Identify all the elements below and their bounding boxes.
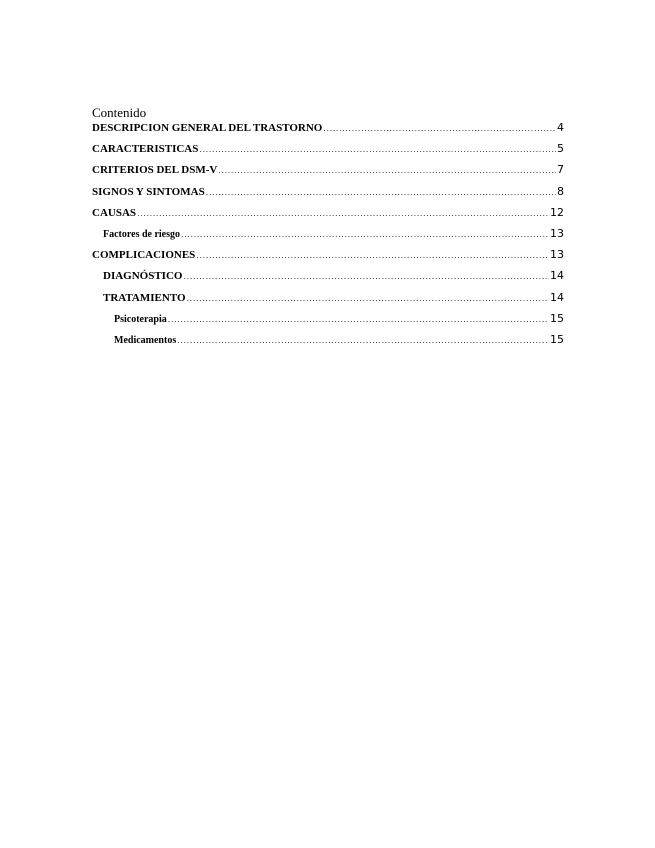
toc-entry-page: 15 [550, 332, 564, 346]
dot-leader [218, 164, 556, 178]
toc-entry-title: CARACTERISTICAS [92, 143, 199, 156]
toc-entry-page: 7 [557, 163, 564, 177]
toc-entry-title: DESCRIPCION GENERAL DEL TRASTORNO [92, 122, 323, 134]
toc-entry-page: 13 [550, 226, 564, 240]
toc-entry-title: DIAGNÓSTICO [103, 270, 183, 283]
toc-entry-factores-riesgo[interactable] [92, 227, 564, 248]
toc-entry-title: Psicoterapia [114, 313, 167, 325]
toc-entry-psicoterapia[interactable] [92, 312, 564, 333]
toc-entry-page: 5 [557, 142, 564, 156]
dot-leader [199, 143, 556, 157]
toc-entry-page: 8 [557, 184, 564, 198]
toc-entry-title: CAUSAS [92, 206, 137, 219]
dot-leader [177, 334, 549, 348]
dot-leader [206, 186, 556, 200]
dot-leader [196, 249, 549, 263]
toc-entry-page: 4 [557, 121, 564, 134]
toc-entry-tratamiento[interactable] [92, 291, 564, 312]
toc-entry-complicaciones[interactable] [92, 248, 564, 269]
table-of-contents [92, 121, 564, 354]
toc-entry-page: 14 [550, 290, 564, 304]
toc-entry-page: 12 [550, 205, 564, 219]
dot-leader [183, 270, 549, 284]
dot-leader [187, 292, 549, 306]
toc-entry-page: 14 [550, 269, 564, 283]
toc-entry-title: COMPLICACIONES [92, 249, 196, 262]
toc-entry-title: CRITERIOS DEL DSM-V [92, 164, 218, 177]
toc-entry-descripcion-general[interactable] [92, 121, 564, 142]
toc-heading: Contenido [92, 105, 147, 120]
toc-entry-causas[interactable] [92, 206, 564, 227]
toc-entry-medicamentos[interactable] [92, 333, 564, 354]
toc-entry-title: Medicamentos [114, 334, 177, 346]
toc-entry-signos-sintomas[interactable] [92, 185, 564, 206]
toc-entry-page: 15 [550, 311, 564, 325]
toc-entry-page: 13 [550, 248, 564, 262]
toc-entry-title: TRATAMIENTO [103, 291, 186, 304]
dot-leader [137, 207, 549, 221]
toc-entry-title: Factores de riesgo [103, 228, 181, 240]
toc-entry-diagnostico[interactable] [92, 269, 564, 290]
dot-leader [168, 313, 549, 327]
dot-leader [181, 228, 549, 242]
toc-entry-caracteristicas[interactable] [92, 142, 564, 163]
toc-entry-criterios-dsm[interactable] [92, 163, 564, 184]
dot-leader [323, 122, 556, 136]
toc-entry-title: SIGNOS Y SINTOMAS [92, 185, 205, 198]
